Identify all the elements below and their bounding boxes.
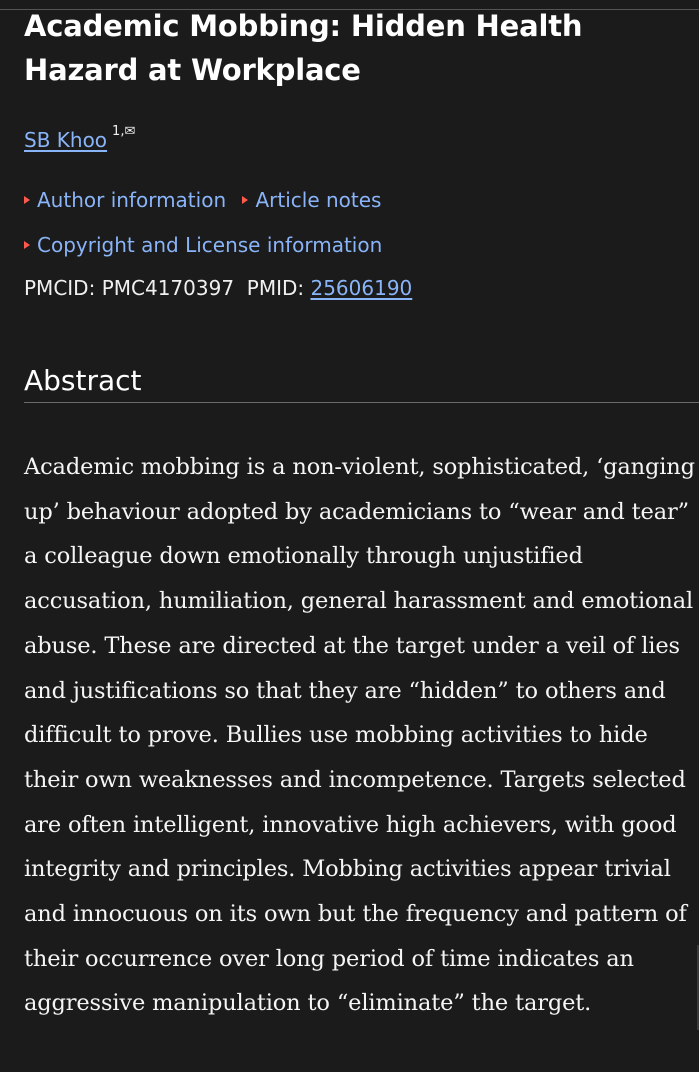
triangle-right-icon <box>242 196 248 204</box>
author-information-label: Author information <box>37 188 227 212</box>
copyright-row <box>24 230 382 260</box>
article-identifiers <box>24 273 412 303</box>
article-title: Academic Mobbing: Hidden Health Hazard at Workplace <box>24 9 583 87</box>
copyright-label: Copyright and License information <box>37 233 383 257</box>
article-notes-toggle[interactable] <box>242 185 381 215</box>
author-link[interactable]: SB Khoo <box>24 128 108 152</box>
pmcid-value: PMC4170397 <box>101 276 235 300</box>
affiliation-marker[interactable]: 1, <box>112 124 125 139</box>
abstract-text: Academic mobbing is a non-violent, sophisticated, ‘ganging up’ behaviour adopted by academicians to “wear and tear” a colleague down emotionally through unjustified accusation, humiliation, general harassment and emotional abuse. These are directed at the target under a veil of lies and justifications so that they are “hidden” to others and difficult to prove. Bullies use mobbing activities to hide their own weaknesses and incompetence. Targets selected are often intelligent, innovative high achievers, with good integrity and principles. Mobbing activities appear trivial and innocuous on its own but the frequency and pattern of their occurrence over long period of time indicates an aggressive manipulation to “eliminate” the target. <box>24 454 695 1017</box>
triangle-right-icon <box>24 241 30 249</box>
pmcid-label: PMCID: <box>24 276 96 300</box>
abstract-heading: Abstract <box>24 364 142 397</box>
abstract-divider <box>24 402 699 403</box>
author-list <box>24 116 135 156</box>
pmid-link[interactable]: 25606190 <box>310 276 413 300</box>
article-notes-label: Article notes <box>255 188 382 212</box>
copyright-toggle[interactable] <box>24 230 382 260</box>
triangle-right-icon <box>24 196 30 204</box>
pmid-label: PMID: <box>246 276 305 300</box>
author-information-toggle[interactable] <box>24 185 226 215</box>
info-toggles <box>24 185 381 215</box>
mail-icon[interactable]: ✉ <box>124 124 136 139</box>
